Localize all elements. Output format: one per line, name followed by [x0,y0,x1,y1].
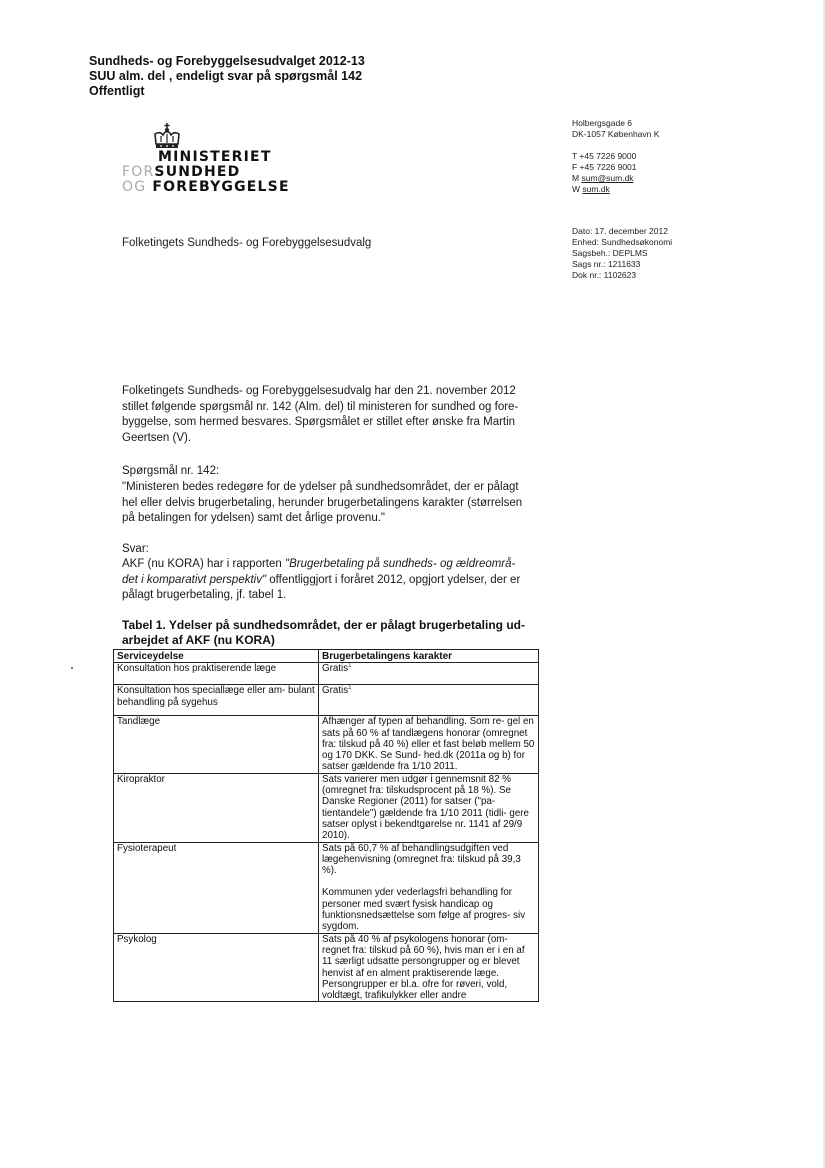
logo-line-3-prefix: OG [122,179,147,195]
meta-unit: Enhed: Sundhedsøkonomi [572,237,673,247]
answer-report-title-2: det i komparativt perspektiv" [122,573,267,586]
document-header [89,54,365,99]
answer-text [122,557,542,604]
header-line-3: Offentligt [89,84,145,98]
table-row [114,685,539,716]
table-title [122,618,532,648]
answer-line: pålagt brugerbetaling, jf. tabel 1. [122,589,287,601]
col-header-service: Serviceydelse [114,650,319,663]
web-link[interactable]: sum.dk [582,184,610,194]
mail-prefix: M [572,173,580,183]
intro-paragraph [122,384,542,446]
ministry-address [572,118,659,195]
charge-cell [319,685,539,716]
table-title-line: arbejdet af AKF (nu KORA) [122,633,275,647]
logo-line-3-word: FOREBYGGELSE [152,179,290,195]
logo-line-2-prefix: FOR [122,164,155,180]
address-fax: F +45 7226 9001 [572,162,637,172]
user-payment-table [113,649,539,1002]
document-meta [572,226,672,281]
col-header-charge: Brugerbetalingens karakter [319,650,539,663]
charge-cell: Afhænger af typen af behandling. Som re- gel en sats på 60 % af tandlægens honorar (omregnet fra: tilskud på 40 %) eller et fast beløb mellem 50 og 170 DKK. Se Sund- hed.dk (2011a og b) for satser gældende fra 1/10 2011. [319,716,539,773]
meta-case-handler: Sagsbeh.: DEPLMS [572,248,648,258]
logo-line-1: MINISTERIET [158,149,272,165]
answer-line [122,573,542,589]
meta-doc-no: Dok nr.: 1102623 [572,270,637,280]
answer-post: offentliggjort i foråret 2012, opgjort ydelser, der er [266,573,521,586]
charge-cell: Sats varierer men udgør i gennemsnit 82 % (omregnet fra: tilskudsprocent på 18 %). Se Danske Regioner (2011) for satser ("pa- tientandele") gældende fra 1/10 2011 (tidli- gere satser oplyst i bekendtgørelse nr. 1141 af 29/9 2010). [319,773,539,842]
answer-pre: AKF (nu KORA) har i rapporten [122,558,285,570]
mail-link[interactable]: sum@sum.dk [581,173,634,183]
logo-line-2 [122,165,241,180]
intro-line: stillet følgende spørgsmål nr. 142 (Alm. del) til ministeren for sundhed og fore- [122,400,519,413]
intro-line: byggelse, som hermed besvares. Spørgsmålet er stillet efter ønske fra Martin [122,416,516,428]
scan-speck [71,667,73,669]
answer-report-title-1: "Brugerbetaling på sundheds- og ældreområ- [284,558,516,570]
charge-text: Gratis [322,685,349,697]
question-line: "Ministeren bedes redegøre for de ydelser på sundhedsområdet, der er pålagt [122,481,519,493]
table-row [114,842,539,933]
logo-line-2-word: SUNDHED [154,164,241,180]
charge-cell: Sats på 40 % af psykologens honorar (om- regnet fra: tilskud på 60 %), hvis man er i en af 11 særligt udsatte persongrupper og er blevet henvist af en alment praktiserende læge. Persongrupper er bl.a. ofre for røveri, vold, voldtægt, trafikulykker eller andre [319,933,539,1002]
footnote-marker: 1 [348,663,352,670]
service-cell: Konsultation hos praktiserende læge [114,663,319,685]
header-line-2: SUU alm. del , endeligt svar på spørgsmål 142 [89,69,363,83]
address-phone: T +45 7226 9000 [572,151,637,161]
service-cell: Fysioterapeut [114,842,319,933]
meta-date: Dato: 17. december 2012 [572,226,668,236]
table-header-row [114,650,539,663]
intro-line: Geertsen (V). [122,431,192,444]
charge-cell [319,663,539,685]
charge-cell [319,842,539,933]
intro-line: Folketingets Sundheds- og Forebyggelsesudvalg har den 21. november 2012 [122,385,516,397]
answer-line [122,557,542,573]
table-row [114,663,539,685]
service-cell: Konsultation hos speciallæge eller am- bulant behandling på sygehus [114,685,319,716]
charge-text: Sats på 60,7 % af behandlingsudgiften ved lægehenvisning (omregnet fra: tilskud på 39,3 %). [322,842,521,877]
question-text [122,480,542,527]
service-cell: Psykolog [114,933,319,1002]
charge-text: Gratis [322,663,349,675]
question-line: hel eller delvis brugerbetaling, herunder brugerbetalingens karakter (størrelsen [122,496,523,509]
address-mail-row [572,173,659,184]
meta-case-no: Sags nr.: 1211633 [572,259,641,269]
header-line-1: Sundheds- og Forebyggelsesudvalget 2012-13 [89,54,365,68]
crown-icon [152,122,182,152]
table-title-line: Tabel 1. Ydelser på sundhedsområdet, der er pålagt brugerbetaling ud- [122,618,525,632]
question-line: på betalingen for ydelsen) samt det årlige provenu." [122,512,385,524]
answer-label: Svar: [122,543,149,555]
footnote-marker: 1 [348,685,352,692]
question-label: Spørgsmål nr. 142: [122,465,220,477]
address-street: Holbergsgade 6 [572,118,633,128]
address-city: DK-1057 København K [572,129,660,139]
logo-line-3 [122,180,290,195]
table-row [114,773,539,842]
table-row [114,933,539,1002]
address-web-row [572,184,659,195]
ministry-logo [122,122,292,202]
web-prefix: W [572,184,581,194]
service-cell: Kiropraktor [114,773,319,842]
recipient: Folketingets Sundheds- og Forebyggelsesudvalg [122,237,372,249]
table-row [114,716,539,773]
service-cell: Tandlæge [114,716,319,773]
charge-text: Kommunen yder vederlagsfri behandling for personer med svært fysisk handicap og funktionsnedsættelse som følge af progres- siv sygdom. [322,887,526,933]
